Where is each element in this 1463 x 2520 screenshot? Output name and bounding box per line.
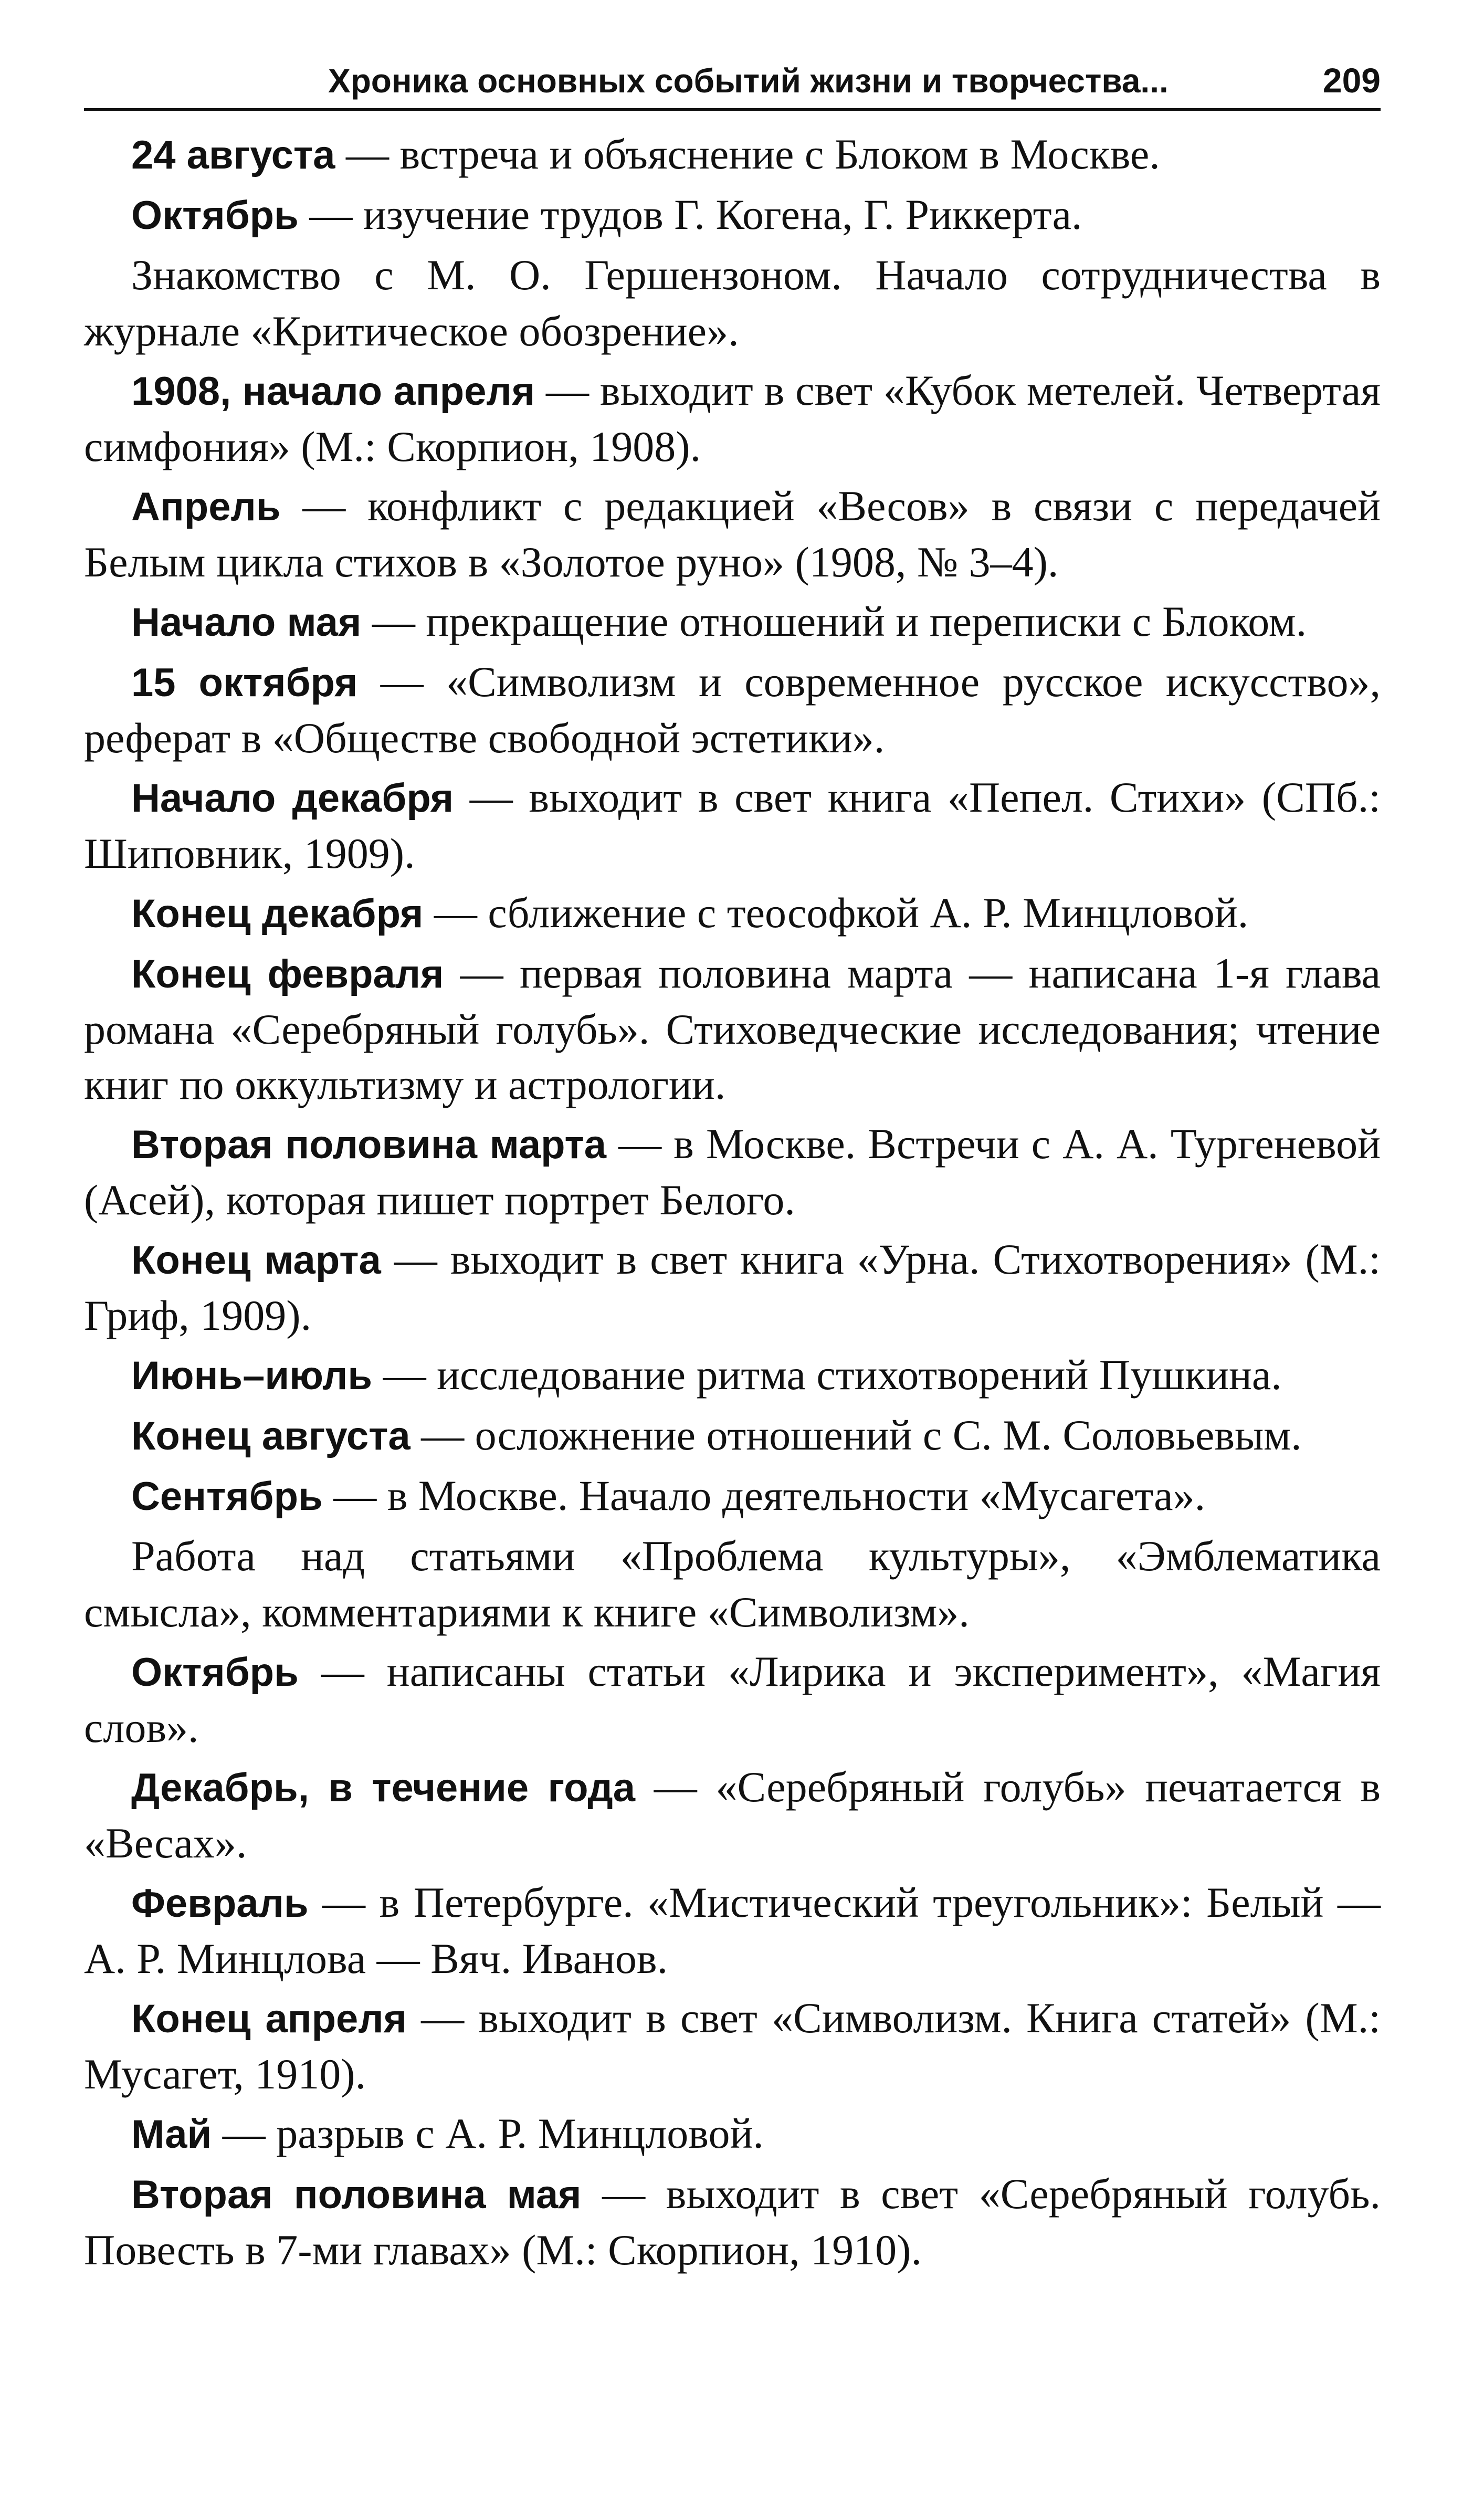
entry-text: — «Символизм и современное русское искусство», реферат в «Обществе свободной эстетики». [84, 658, 1381, 762]
entry-text: — в Петербурге. «Мистический треугольник»: Белый — А. Р. Минцлова — Вяч. Иванов. [84, 1878, 1381, 1982]
entry-text: — выходит в свет «Серебряный голубь. Повесть в 7-ми главах» (М.: Скорпион, 1910). [84, 2170, 1381, 2274]
entry-date: 15 октября [131, 660, 358, 705]
entry-text: — выходит в свет «Символизм. Книга статей» (М.: Мусагет, 1910). [84, 1994, 1381, 2098]
chronicle-entries [84, 127, 1381, 2277]
entry-text: — сближение с теософкой А. Р. Минцловой. [423, 889, 1249, 937]
entry-text: — конфликт с редакцией «Весов» в связи с передачей Белым цикла стихов в «Золотое руно» (1908, № 3–4). [84, 482, 1381, 586]
entry-text: — осложнение отношений с С. М. Соловьевым. [410, 1411, 1302, 1459]
chronicle-entry [84, 127, 1381, 183]
entry-date: Конец февраля [131, 952, 444, 996]
entry-date: Вторая половина мая [131, 2172, 582, 2217]
entry-date: Начало мая [131, 600, 362, 645]
chronicle-entry [84, 1875, 1381, 1986]
entry-text: — прекращение отношений и переписки с Блоком. [361, 597, 1307, 645]
entry-date: 24 августа [131, 133, 335, 177]
entry-date: Апрель [131, 485, 281, 529]
book-page [84, 63, 1381, 2478]
chronicle-entry [84, 2106, 1381, 2162]
entry-date: Декабрь, в течение года [131, 1766, 636, 1810]
entry-date: Вторая половина марта [131, 1122, 607, 1167]
entry-date: Февраль [131, 1881, 309, 1926]
chronicle-entry [84, 1759, 1381, 1871]
chronicle-entry [84, 1347, 1381, 1403]
entry-text: — выходит в свет «Кубок метелей. Четвертая симфония» (М.: Скорпион, 1908). [84, 366, 1381, 470]
entry-text: — «Серебряный голубь» печатается в «Весах». [84, 1763, 1381, 1867]
entry-text: — в Москве. Встречи с А. А. Тургеневой (Асей), которая пишет портрет Белого. [84, 1120, 1381, 1224]
chronicle-entry [84, 478, 1381, 590]
chronicle-entry [84, 2166, 1381, 2277]
chronicle-entry [84, 247, 1381, 359]
entry-text: — исследование ритма стихотворений Пушкина. [372, 1351, 1282, 1399]
page-number: 209 [1322, 61, 1381, 100]
entry-date: Конец августа [131, 1414, 411, 1458]
chronicle-entry [84, 363, 1381, 474]
chronicle-entry [84, 1408, 1381, 1464]
entry-text: — выходит в свет книга «Пепел. Стихи» (СПб.: Шиповник, 1909). [84, 773, 1381, 877]
chronicle-entry [84, 1990, 1381, 2102]
entry-date: Сентябрь [131, 1474, 323, 1519]
chronicle-entry [84, 946, 1381, 1112]
entry-date: Начало декабря [131, 776, 454, 821]
entry-text: — разрыв с А. Р. Минцловой. [212, 2109, 764, 2157]
entry-date: Конец марта [131, 1238, 381, 1283]
chronicle-entry [84, 594, 1381, 650]
chronicle-entry [84, 1644, 1381, 1755]
chronicle-entry [84, 187, 1381, 243]
entry-text: Работа над статьями «Проблема культуры», «Эмблематика смысла», комментариями к книге «Символизм». [84, 1532, 1381, 1636]
entry-date: Октябрь [131, 193, 299, 238]
running-header [84, 63, 1381, 111]
entry-text: — выходит в свет книга «Урна. Стихотворения» (М.: Гриф, 1909). [84, 1235, 1381, 1339]
entry-text: — изучение трудов Г. Когена, Г. Риккерта. [298, 191, 1082, 238]
entry-text: Знакомство с М. О. Гершензоном. Начало сотрудничества в журнале «Критическое обозрение». [84, 251, 1381, 355]
chronicle-entry [84, 654, 1381, 765]
chronicle-entry [84, 1116, 1381, 1227]
entry-text: — в Москве. Начало деятельности «Мусагета». [322, 1472, 1206, 1519]
chronicle-entry [84, 1232, 1381, 1343]
entry-date: Июнь–июль [131, 1353, 373, 1398]
entry-text: — встреча и объяснение с Блоком в Москве. [335, 130, 1160, 178]
entry-date: Октябрь [131, 1650, 299, 1695]
entry-text: — первая половина марта — написана 1-я глава романа «Серебряный голубь». Стиховедческие исследования; чтение книг по оккультизму и астрологии. [84, 949, 1381, 1108]
chronicle-entry [84, 1468, 1381, 1524]
chronicle-entry [84, 885, 1381, 941]
chronicle-entry [84, 770, 1381, 881]
chronicle-entry [84, 1528, 1381, 1640]
running-header-title: Хроника основных событий жизни и творчества... [328, 62, 1169, 100]
entry-date: 1908, начало апреля [131, 369, 535, 414]
entry-date: Май [131, 2112, 212, 2157]
entry-text: — написаны статьи «Лирика и эксперимент», «Магия слов». [84, 1647, 1381, 1751]
entry-date: Конец декабря [131, 891, 424, 936]
entry-date: Конец апреля [131, 1997, 407, 2041]
